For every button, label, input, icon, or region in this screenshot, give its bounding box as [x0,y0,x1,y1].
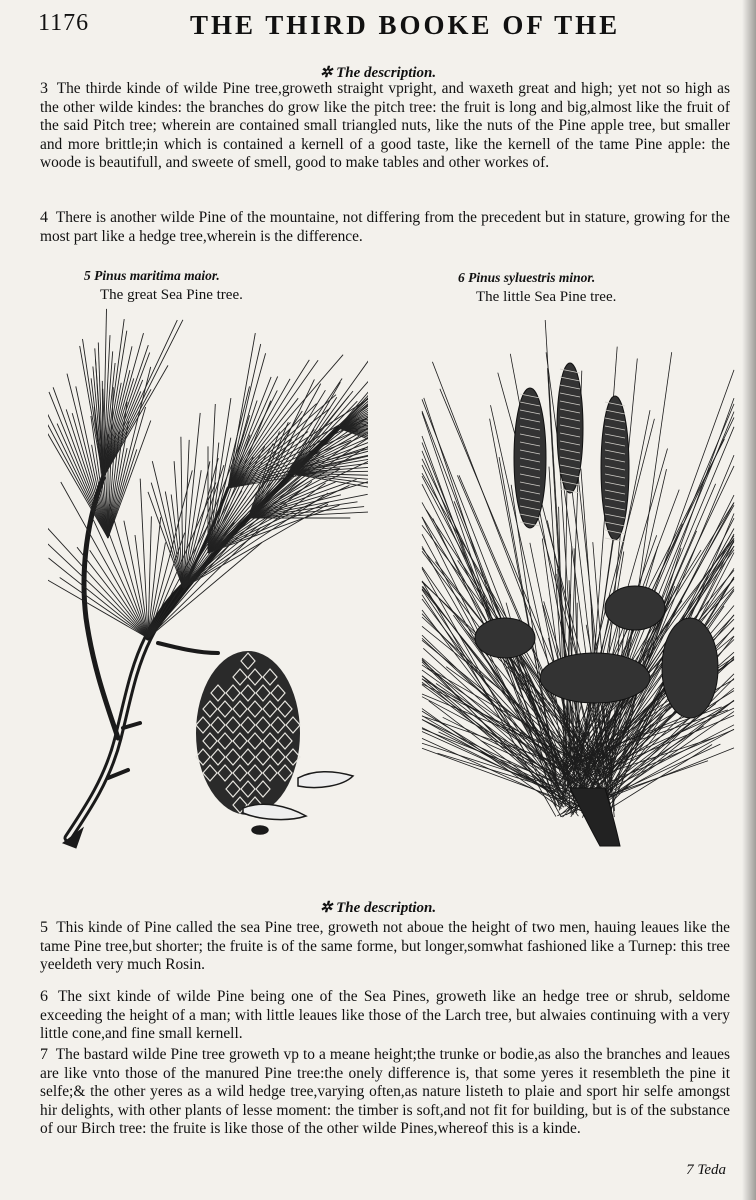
paragraph-text: This kinde of Pine called the sea Pine tree, groweth not aboue the height of two men, hauing leaues like the tame Pine tree,but shorter; the fruite is of the same forme, but longer,somwhat fashioned like a Turnep: this tree yeeldeth very much Rosin. [40,919,730,973]
great-sea-pine-woodcut [48,308,368,858]
paragraph-3 [40,80,730,173]
little-sea-pine-woodcut [420,318,738,853]
paragraph-text: The bastard wilde Pine tree groweth vp to a meane height;the trunke or bodie,as also the branches and leaues are like vnto those of the manured Pine tree:the onely difference is, that some yeres it resembleth the pine it selfe;& the other yeres as a wild hedge tree,varying often,as nature listeth to plaie and sport hir selfe amongst hir delights, with other plants of lesse moment: the timber is soft,and not fit for building, but is of the substance of our Birch tree: the fruite is like those of the other wilde Pines,whereof this is a kinde. [40,1046,730,1137]
paragraph-number: 3 [40,80,48,97]
description-heading-2: ✲ The description. [319,900,437,916]
figure-6-english-caption: The little Sea Pine tree. [476,289,617,305]
paragraph-7 [40,1046,730,1139]
paragraph-number: 4 [40,209,48,226]
description-heading-1: ✲ The description. [319,65,437,81]
running-title: THE THIRD BOOKE OF THE [190,10,621,40]
figure-number: 5 [84,268,91,283]
figure-number: 6 [458,270,465,285]
paragraph-text: The sixt kinde of wilde Pine being one of the Sea Pines, groweth like an hedge tree or shrub, seldome exceeding the height of a man; with little leaues like those of the Larch tree, but alwaies continuing with a very little cone,and fine small kernell. [40,988,730,1042]
catchword: 7 Teda [686,1162,726,1178]
figure-5-latin-caption [84,268,220,284]
paragraph-number: 7 [40,1046,48,1063]
latin-name: Pinus maritima maior. [94,268,220,283]
paragraph-number: 6 [40,988,48,1005]
figure-5-english-caption: The great Sea Pine tree. [100,287,243,303]
latin-name: Pinus syluestris minor. [468,270,596,285]
paragraph-number: 5 [40,919,48,936]
paragraph-4 [40,209,730,246]
paragraph-text: The thirde kinde of wilde Pine tree,groweth straight vpright, and waxeth great and high; yet not so high as the other wilde kindes: the branches do grow like the pitch tree: the fruit is long and big,almost like the fruit of the said Pitch tree; wherein are contained small triangled nuts, like the nuts of the Pine apple tree, but smaller and more brittle;in which is contained a kernell of a good taste, like the kernell of the tame Pine apple: the woode is beautifull, and sweete of smell, good to make tables and other workes of. [40,80,730,171]
paragraph-5 [40,919,730,975]
paragraph-text: There is another wilde Pine of the mountaine, not differing from the precedent but in stature, growing for the most part like a hedge tree,wherein is the difference. [40,209,730,245]
page-number: 1176 [38,10,90,36]
paragraph-6 [40,988,730,1044]
figure-6-latin-caption [458,270,595,286]
